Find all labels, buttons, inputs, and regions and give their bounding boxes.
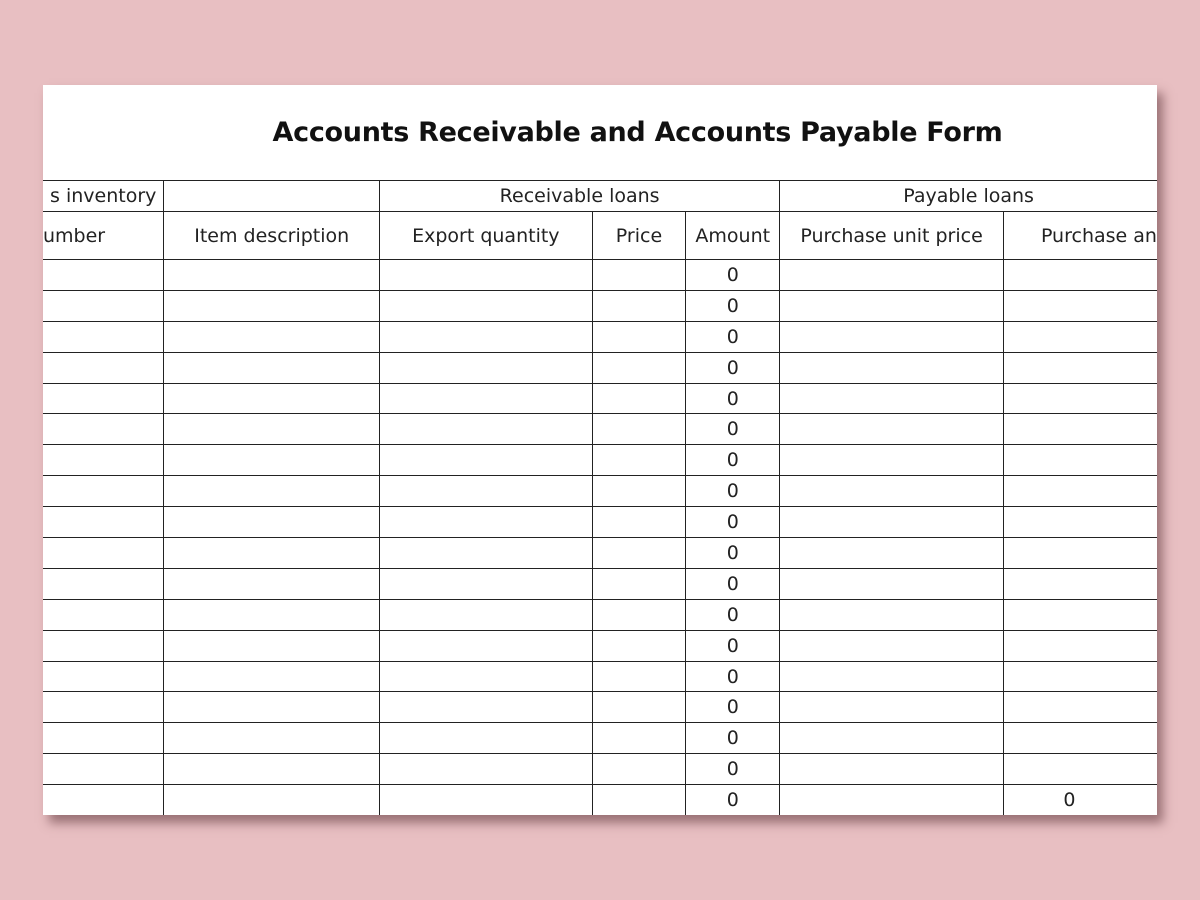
group-header-receivable: Receivable loans — [380, 181, 780, 212]
cell-price[interactable] — [592, 260, 686, 291]
cell-amount[interactable]: 0 — [686, 290, 780, 321]
cell-price[interactable] — [592, 630, 686, 661]
table-row — [43, 445, 1157, 476]
cell-item-description[interactable] — [164, 321, 380, 352]
cell-purchase-amount[interactable] — [1003, 383, 1157, 414]
cell-export-quantity[interactable] — [380, 260, 593, 291]
cell-price[interactable] — [592, 383, 686, 414]
cell-purchase-unit-price[interactable] — [780, 414, 1004, 445]
cell-item-description[interactable] — [164, 445, 380, 476]
cell-item-description[interactable] — [164, 260, 380, 291]
cell-purchase-unit-price[interactable] — [780, 507, 1004, 538]
cell-item-description[interactable] — [164, 507, 380, 538]
cell-export-quantity[interactable] — [380, 476, 593, 507]
cell-number[interactable] — [43, 630, 164, 661]
cell-amount[interactable]: 0 — [686, 538, 780, 569]
cell-number[interactable] — [43, 445, 164, 476]
cell-price[interactable] — [592, 352, 686, 383]
cell-purchase-unit-price[interactable] — [780, 476, 1004, 507]
cell-number[interactable] — [43, 599, 164, 630]
cell-purchase-amount[interactable] — [1003, 290, 1157, 321]
cell-purchase-amount[interactable] — [1003, 661, 1157, 692]
table-row — [43, 414, 1157, 445]
cell-price[interactable] — [592, 414, 686, 445]
cell-export-quantity[interactable] — [380, 414, 593, 445]
cell-price[interactable] — [592, 445, 686, 476]
form-title: Accounts Receivable and Accounts Payable Form — [272, 117, 1003, 148]
group-header-row — [43, 181, 1157, 212]
table-row — [43, 785, 1157, 815]
cell-purchase-unit-price[interactable] — [780, 383, 1004, 414]
cell-export-quantity[interactable] — [380, 321, 593, 352]
col-header-item-description[interactable]: Item description — [164, 212, 380, 260]
cell-export-quantity[interactable] — [380, 383, 593, 414]
col-header-number[interactable]: umber — [43, 212, 164, 260]
cell-amount[interactable]: 0 — [686, 383, 780, 414]
cell-item-description[interactable] — [164, 352, 380, 383]
spreadsheet-sheet — [43, 85, 1157, 815]
cell-item-description[interactable] — [164, 661, 380, 692]
cell-export-quantity[interactable] — [380, 785, 593, 815]
cell-export-quantity[interactable] — [380, 723, 593, 754]
cell-amount[interactable]: 0 — [686, 599, 780, 630]
col-header-amount[interactable]: Amount — [686, 212, 780, 260]
column-header-row — [43, 212, 1157, 260]
cell-purchase-unit-price[interactable] — [780, 568, 1004, 599]
table-row — [43, 661, 1157, 692]
cell-purchase-amount[interactable] — [1003, 630, 1157, 661]
cell-purchase-amount[interactable] — [1003, 414, 1157, 445]
cell-purchase-amount[interactable] — [1003, 352, 1157, 383]
table-row — [43, 290, 1157, 321]
col-header-export-quantity[interactable]: Export quantity — [380, 212, 593, 260]
cell-amount[interactable]: 0 — [686, 723, 780, 754]
cell-amount[interactable]: 0 — [686, 321, 780, 352]
cell-export-quantity[interactable] — [380, 754, 593, 785]
cell-number[interactable] — [43, 352, 164, 383]
table-row — [43, 599, 1157, 630]
cell-item-description[interactable] — [164, 383, 380, 414]
cell-price[interactable] — [592, 538, 686, 569]
cell-item-description[interactable] — [164, 290, 380, 321]
cell-number[interactable] — [43, 661, 164, 692]
cell-amount[interactable]: 0 — [686, 785, 780, 815]
cell-export-quantity[interactable] — [380, 290, 593, 321]
cell-number[interactable] — [43, 507, 164, 538]
cell-export-quantity[interactable] — [380, 630, 593, 661]
col-header-purchase-unit-price[interactable]: Purchase unit price — [780, 212, 1004, 260]
table-row — [43, 754, 1157, 785]
cell-export-quantity[interactable] — [380, 568, 593, 599]
cell-price[interactable] — [592, 507, 686, 538]
cell-purchase-amount[interactable] — [1003, 568, 1157, 599]
cell-item-description[interactable] — [164, 476, 380, 507]
cell-purchase-amount[interactable] — [1003, 507, 1157, 538]
cell-number[interactable] — [43, 321, 164, 352]
cell-purchase-unit-price[interactable] — [780, 723, 1004, 754]
cell-purchase-amount[interactable] — [1003, 723, 1157, 754]
cell-export-quantity[interactable] — [380, 538, 593, 569]
group-header-payable: Payable loans — [780, 181, 1157, 212]
cell-export-quantity[interactable] — [380, 507, 593, 538]
cell-amount[interactable]: 0 — [686, 692, 780, 723]
cell-price[interactable] — [592, 599, 686, 630]
col-header-price[interactable]: Price — [592, 212, 686, 260]
table-row — [43, 538, 1157, 569]
cell-price[interactable] — [592, 661, 686, 692]
ar-ap-table — [43, 180, 1157, 815]
cell-number[interactable] — [43, 723, 164, 754]
cell-export-quantity[interactable] — [380, 692, 593, 723]
cell-amount[interactable]: 0 — [686, 568, 780, 599]
cell-number[interactable] — [43, 476, 164, 507]
cell-purchase-unit-price[interactable] — [780, 445, 1004, 476]
cell-purchase-unit-price[interactable] — [780, 661, 1004, 692]
cell-item-description[interactable] — [164, 568, 380, 599]
cell-purchase-unit-price[interactable] — [780, 754, 1004, 785]
cell-price[interactable] — [592, 785, 686, 815]
cell-export-quantity[interactable] — [380, 352, 593, 383]
cell-amount[interactable]: 0 — [686, 260, 780, 291]
cell-purchase-amount[interactable] — [1003, 754, 1157, 785]
cell-number[interactable] — [43, 785, 164, 815]
table-row — [43, 692, 1157, 723]
cell-price[interactable] — [592, 476, 686, 507]
cell-number[interactable] — [43, 568, 164, 599]
cell-item-description[interactable] — [164, 599, 380, 630]
cell-amount[interactable]: 0 — [686, 661, 780, 692]
table-row — [43, 507, 1157, 538]
cell-item-description[interactable] — [164, 785, 380, 815]
cell-purchase-amount[interactable] — [1003, 538, 1157, 569]
cell-purchase-unit-price[interactable] — [780, 599, 1004, 630]
cell-item-description[interactable] — [164, 630, 380, 661]
group-header-inventory: s inventory — [43, 181, 164, 212]
cell-number[interactable] — [43, 290, 164, 321]
cell-purchase-amount[interactable] — [1003, 321, 1157, 352]
cell-price[interactable] — [592, 754, 686, 785]
cell-number[interactable] — [43, 754, 164, 785]
cell-purchase-unit-price[interactable] — [780, 321, 1004, 352]
cell-purchase-unit-price[interactable] — [780, 538, 1004, 569]
cell-purchase-unit-price[interactable] — [780, 352, 1004, 383]
cell-amount[interactable]: 0 — [686, 754, 780, 785]
cell-purchase-amount[interactable] — [1003, 260, 1157, 291]
table-row — [43, 321, 1157, 352]
cell-purchase-amount[interactable] — [1003, 692, 1157, 723]
table-row — [43, 383, 1157, 414]
cell-purchase-unit-price[interactable] — [780, 260, 1004, 291]
cell-export-quantity[interactable] — [380, 599, 593, 630]
cell-item-description[interactable] — [164, 414, 380, 445]
cell-number[interactable] — [43, 538, 164, 569]
cell-purchase-amount[interactable] — [1003, 476, 1157, 507]
cell-item-description[interactable] — [164, 723, 380, 754]
cell-amount[interactable]: 0 — [686, 352, 780, 383]
table-row — [43, 352, 1157, 383]
cell-price[interactable] — [592, 692, 686, 723]
cell-price[interactable] — [592, 568, 686, 599]
table-row — [43, 568, 1157, 599]
cell-price[interactable] — [592, 290, 686, 321]
cell-number[interactable] — [43, 383, 164, 414]
cell-item-description[interactable] — [164, 538, 380, 569]
cell-purchase-unit-price[interactable] — [780, 630, 1004, 661]
cell-amount[interactable]: 0 — [686, 445, 780, 476]
table-row — [43, 260, 1157, 291]
cell-item-description[interactable] — [164, 692, 380, 723]
cell-price[interactable] — [592, 321, 686, 352]
cell-amount[interactable]: 0 — [686, 414, 780, 445]
cell-purchase-amount[interactable]: 0 — [1003, 785, 1157, 815]
cell-purchase-amount[interactable] — [1003, 445, 1157, 476]
cell-purchase-unit-price[interactable] — [780, 692, 1004, 723]
cell-export-quantity[interactable] — [380, 661, 593, 692]
cell-price[interactable] — [592, 723, 686, 754]
cell-number[interactable] — [43, 414, 164, 445]
cell-number[interactable] — [43, 692, 164, 723]
col-header-purchase-amount[interactable]: Purchase an — [1003, 212, 1157, 260]
cell-amount[interactable]: 0 — [686, 507, 780, 538]
cell-amount[interactable]: 0 — [686, 630, 780, 661]
cell-item-description[interactable] — [164, 754, 380, 785]
table-row — [43, 476, 1157, 507]
table-row — [43, 723, 1157, 754]
cell-purchase-amount[interactable] — [1003, 599, 1157, 630]
table-row — [43, 630, 1157, 661]
cell-purchase-unit-price[interactable] — [780, 785, 1004, 815]
cell-amount[interactable]: 0 — [686, 476, 780, 507]
cell-purchase-unit-price[interactable] — [780, 290, 1004, 321]
cell-export-quantity[interactable] — [380, 445, 593, 476]
cell-number[interactable] — [43, 260, 164, 291]
group-header-blank — [164, 181, 380, 212]
